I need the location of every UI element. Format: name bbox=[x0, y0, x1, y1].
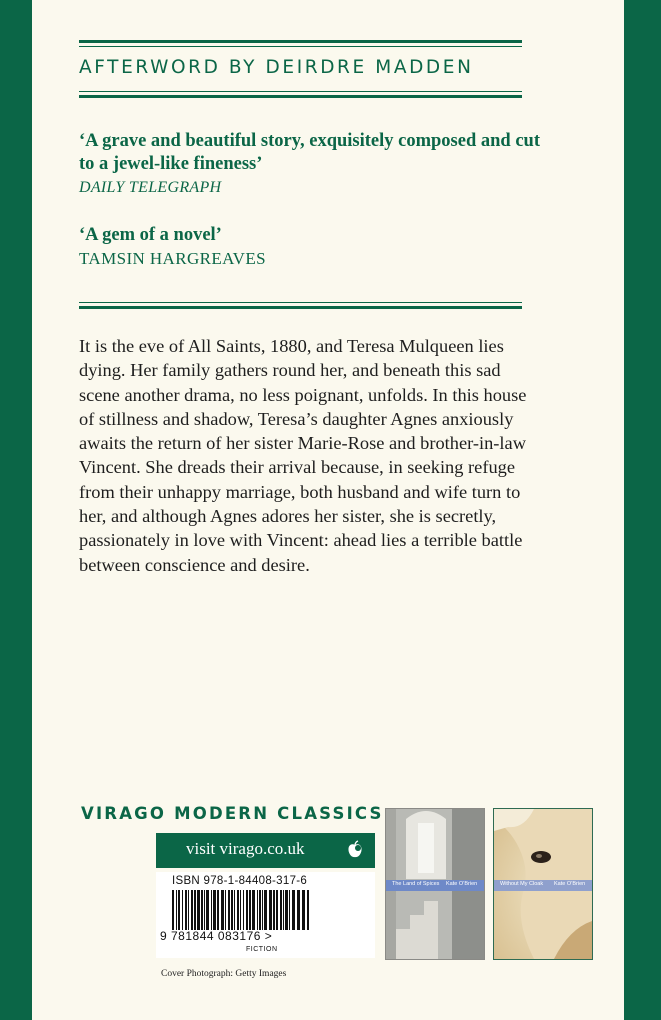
afterword-credit: AFTERWORD BY DEIRDRE MADDEN bbox=[79, 57, 474, 78]
quote-source: DAILY TELEGRAPH bbox=[79, 179, 222, 196]
book-author: Kate O’Brien bbox=[554, 881, 586, 887]
quote-2 bbox=[79, 224, 549, 271]
barcode-digits bbox=[160, 929, 272, 943]
quotes-rule-thin bbox=[79, 302, 522, 303]
quotes-rule bbox=[79, 306, 522, 309]
related-book-cover-2 bbox=[493, 808, 593, 960]
back-cover bbox=[32, 0, 624, 1020]
category-label: FICTION bbox=[246, 946, 278, 953]
website-text: visit virago.co.uk bbox=[186, 839, 305, 858]
quote-text: ‘A grave and beautiful story, exquisitely composed and cut to a jewel-like fineness’ bbox=[79, 131, 540, 174]
quote-text: ‘A gem of a novel’ bbox=[79, 225, 222, 245]
title-band bbox=[494, 880, 592, 891]
related-book-cover-1 bbox=[385, 808, 485, 960]
title-band bbox=[386, 880, 484, 891]
barcode-panel bbox=[156, 872, 375, 958]
website-banner bbox=[156, 833, 375, 868]
afterword-rule-thin bbox=[79, 91, 522, 92]
photo-credit: Cover Photograph: Getty Images bbox=[161, 969, 287, 979]
synopsis bbox=[79, 334, 539, 577]
quote-1 bbox=[79, 130, 549, 199]
barcode-icon bbox=[172, 890, 312, 930]
top-rule-thin bbox=[79, 46, 522, 47]
quote-source: TAMSIN HARGREAVES bbox=[79, 249, 266, 268]
barcode-number: 9 781844 083176 bbox=[160, 929, 261, 943]
top-rule bbox=[79, 40, 522, 43]
virago-apple-icon bbox=[347, 840, 363, 860]
isbn: ISBN 978-1-84408-317-6 bbox=[172, 875, 308, 887]
afterword-rule bbox=[79, 95, 522, 98]
barcode-suffix: > bbox=[264, 929, 273, 943]
book-title: The Land of Spices bbox=[392, 881, 440, 887]
book-title: Without My Cloak bbox=[500, 881, 544, 887]
synopsis-text: It is the eve of All Saints, 1880, and Teresa Mulqueen lies dying. Her family gathers round her, and beneath this sad scene another drama, no less poignant, unfolds. In this house of stillness and shadow, Teresa’s daughter Agnes anxiously awaits the return of her sister Marie-Rose and brother-in-law Vincent. She dreads their arrival because, in seeking refuge from their unhappy marriage, both husband and wife turn to her, and although Agnes adores her sister, she is secretly, passionately in love with Vincent: ahead lies a terrible battle between conscience and desire. bbox=[79, 336, 527, 575]
series-name: VIRAGO MODERN CLASSICS bbox=[81, 804, 384, 823]
book-author: Kate O’Brien bbox=[446, 881, 478, 887]
